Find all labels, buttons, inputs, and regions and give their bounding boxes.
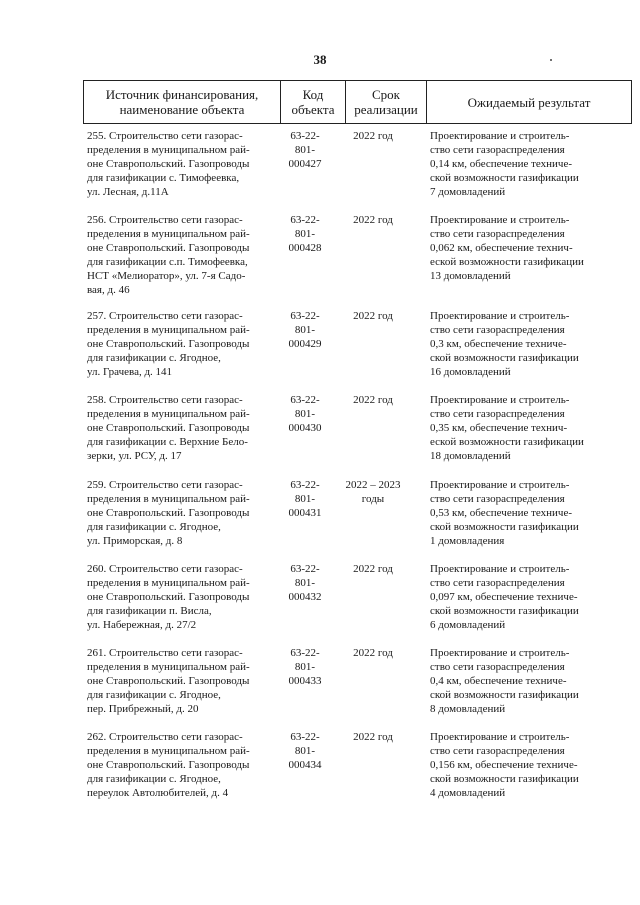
cell-result: Проектирование и строитель- ство сети газораспределения 0,35 км, обеспечение технич- еской возможности газификации 18 домовладений	[430, 394, 584, 462]
cell-term: 2022 год	[353, 214, 393, 226]
cell-result: Проектирование и строитель- ство сети газораспределения 0,097 км, обеспечение техниче- ской возможности газификации 6 домовладений	[430, 563, 579, 631]
table-row	[83, 646, 611, 730]
table-header	[83, 80, 632, 124]
cell-source: 256. Строительство сети газорас- пределения в муниципальном рай- оне Ставропольский. Газопроводы для газификации с.п. Тимофеевка, НСТ «Мелиоратор», ул. 7-я Садо- вая, д. 46	[87, 214, 250, 296]
cell-source: 261. Строительство сети газорас- пределения в муниципальном рай- оне Ставропольский. Газопроводы для газификации с. Ягодное, пер. Прибрежный, д. 20	[87, 647, 250, 715]
table-row	[83, 730, 611, 814]
cell-term: 2022 год	[353, 394, 393, 406]
cell-term: 2022 год	[353, 130, 393, 142]
header-source: Источник финансирования, наименование объекта	[84, 81, 281, 124]
cell-source: 260. Строительство сети газорас- пределения в муниципальном рай- оне Ставропольский. Газопроводы для газификации п. Висла, ул. Набережная, д. 27/2	[87, 563, 250, 631]
cell-term: 2022 – 2023 годы	[345, 479, 401, 505]
cell-term: 2022 год	[353, 310, 393, 322]
page-number: 38	[313, 52, 327, 67]
cell-result: Проектирование и строитель- ство сети газораспределения 0,062 км, обеспечение технич- еской возможности газификации 13 домовладений	[430, 214, 584, 282]
scan-speck	[550, 59, 552, 61]
cell-code: 63-22- 801- 000431	[288, 479, 322, 519]
cell-code: 63-22- 801- 000429	[288, 310, 322, 350]
cell-term: 2022 год	[353, 731, 393, 743]
header-result: Ожидаемый результат	[427, 81, 632, 124]
table-row	[83, 562, 611, 646]
cell-source: 255. Строительство сети газорас- пределения в муниципальном рай- оне Ставропольский. Газопроводы для газификации с. Тимофеевка, ул. Лесная, д.11А	[87, 130, 250, 198]
cell-code: 63-22- 801- 000428	[288, 214, 322, 254]
cell-result: Проектирование и строитель- ство сети газораспределения 0,4 км, обеспечение техниче- ской возможности газификации 8 домовладений	[430, 647, 579, 715]
cell-source: 262. Строительство сети газорас- пределения в муниципальном рай- оне Ставропольский. Газопроводы для газификации с. Ягодное, переулок Автолюбителей, д. 4	[87, 731, 250, 799]
cell-term: 2022 год	[353, 563, 393, 575]
cell-source: 259. Строительство сети газорас- пределения в муниципальном рай- оне Ставропольский. Газопроводы для газификации с. Ягодное, ул. Приморская, д. 8	[87, 479, 250, 547]
header-code: Код объекта	[281, 81, 346, 124]
table-row	[83, 393, 611, 477]
cell-code: 63-22- 801- 000432	[288, 563, 322, 603]
cell-result: Проектирование и строитель- ство сети газораспределения 0,156 км, обеспечение техниче- ской возможности газификации 4 домовладений	[430, 731, 579, 799]
table-row	[83, 213, 611, 297]
table-row	[83, 129, 611, 213]
cell-code: 63-22- 801- 000434	[288, 731, 322, 771]
cell-code: 63-22- 801- 000433	[288, 647, 322, 687]
cell-result: Проектирование и строитель- ство сети газораспределения 0,14 км, обеспечение техниче- ской возможности газификации 7 домовладений	[430, 130, 579, 198]
table-row	[83, 478, 611, 562]
cell-result: Проектирование и строитель- ство сети газораспределения 0,3 км, обеспечение техниче- ской возможности газификации 16 домовладений	[430, 310, 579, 378]
table-row	[83, 309, 611, 393]
cell-term: 2022 год	[353, 647, 393, 659]
cell-result: Проектирование и строитель- ство сети газораспределения 0,53 км, обеспечение техниче- ской возможности газификации 1 домовладения	[430, 479, 579, 547]
cell-source: 258. Строительство сети газорас- пределения в муниципальном рай- оне Ставропольский. Газопроводы для газификации с. Верхние Бело- зерки, ул. РСУ, д. 17	[87, 394, 250, 462]
cell-source: 257. Строительство сети газорас- пределения в муниципальном рай- оне Ставропольский. Газопроводы для газификации с. Ягодное, ул. Грачева, д. 141	[87, 310, 250, 378]
cell-code: 63-22- 801- 000427	[288, 130, 322, 170]
header-term: Срок реализации	[346, 81, 427, 124]
cell-code: 63-22- 801- 000430	[288, 394, 322, 434]
